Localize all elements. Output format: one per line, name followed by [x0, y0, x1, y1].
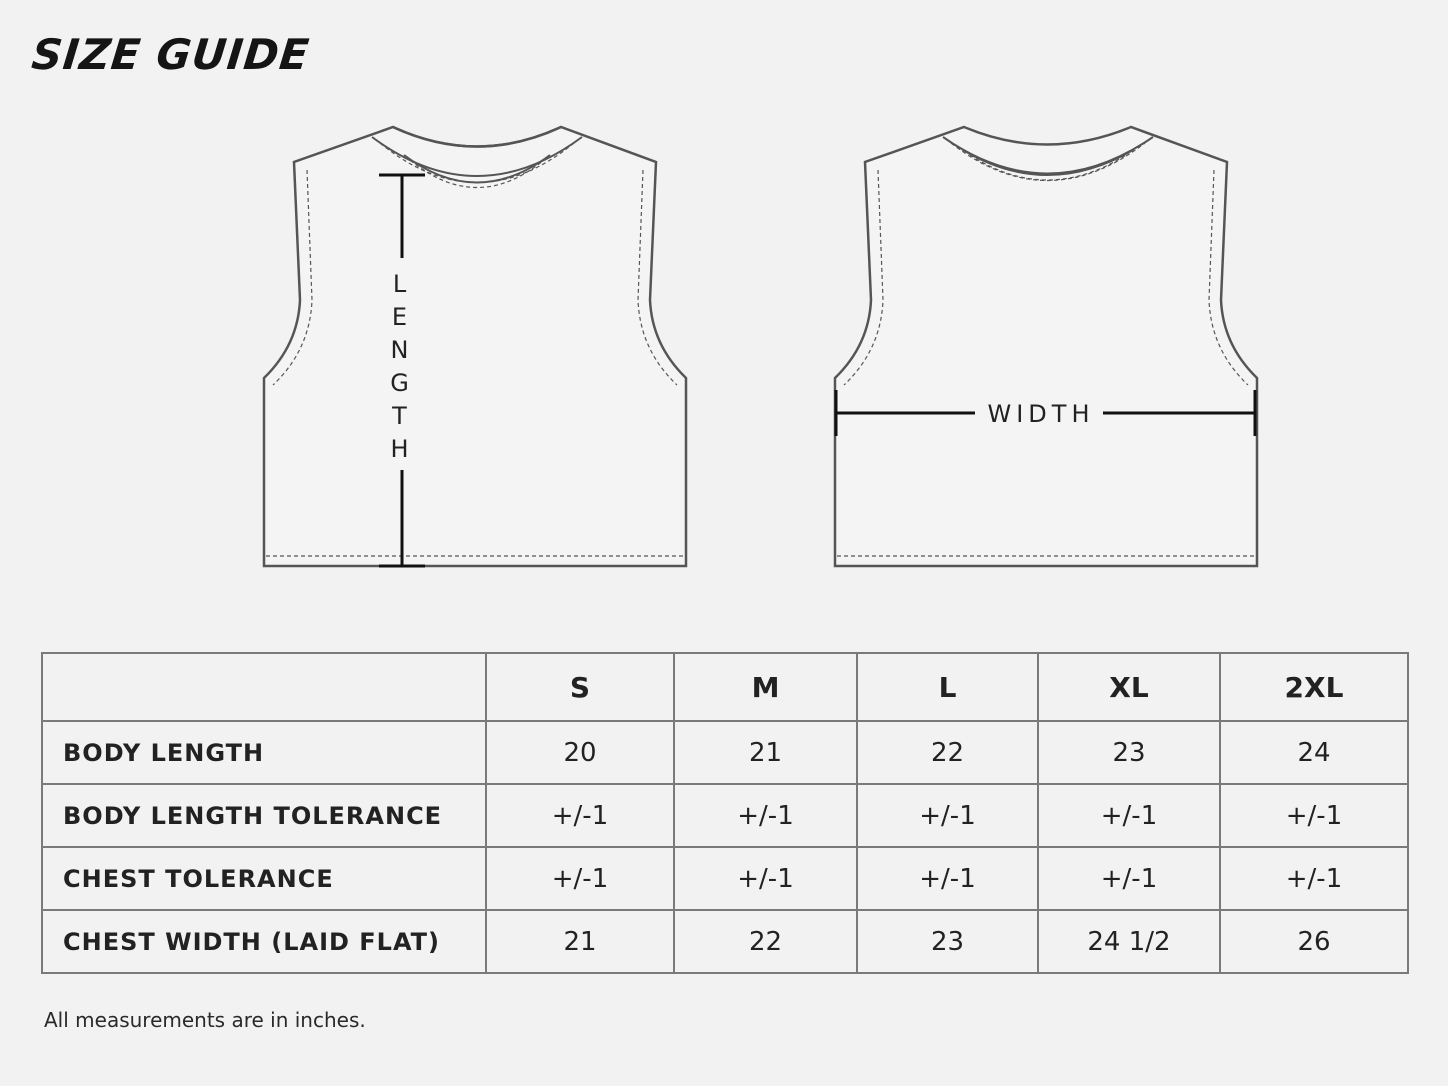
table-row	[42, 847, 1408, 910]
table-cell: 22	[857, 721, 1038, 784]
back-tank-drawing	[835, 127, 1257, 566]
table-header-size: L	[857, 653, 1038, 721]
table-cell: 22	[674, 910, 857, 973]
length-letter: E	[391, 303, 413, 331]
table-cell: +/-1	[486, 847, 674, 910]
table-row	[42, 784, 1408, 847]
length-letter: G	[390, 369, 414, 397]
table-cell: 20	[486, 721, 674, 784]
length-letter: L	[392, 270, 412, 298]
table-cell: +/-1	[857, 847, 1038, 910]
table-cell: +/-1	[1220, 847, 1408, 910]
table-cell: 24	[1220, 721, 1408, 784]
width-label: WIDTH	[987, 400, 1095, 428]
table-cell: 26	[1220, 910, 1408, 973]
size-table	[41, 652, 1409, 974]
table-header-size: XL	[1038, 653, 1220, 721]
table-cell: +/-1	[674, 847, 857, 910]
row-label: BODY LENGTH TOLERANCE	[42, 784, 486, 847]
table-header-row	[42, 653, 1408, 721]
row-label: BODY LENGTH	[42, 721, 486, 784]
table-cell: +/-1	[1038, 847, 1220, 910]
table-header-size: S	[486, 653, 674, 721]
length-letter: N	[390, 336, 414, 364]
table-cell: 21	[674, 721, 857, 784]
table-cell: +/-1	[674, 784, 857, 847]
footnote: All measurements are in inches.	[44, 1008, 366, 1032]
table-cell: +/-1	[857, 784, 1038, 847]
length-letter: T	[392, 402, 412, 430]
table-row	[42, 910, 1408, 973]
table-header-size: 2XL	[1220, 653, 1408, 721]
table-cell: 23	[857, 910, 1038, 973]
table-row	[42, 721, 1408, 784]
table-cell: +/-1	[486, 784, 674, 847]
front-tank-drawing	[264, 127, 686, 566]
table-cell: 21	[486, 910, 674, 973]
length-letter: H	[390, 435, 414, 463]
page-title: SIZE GUIDE	[29, 30, 312, 79]
row-label: CHEST TOLERANCE	[42, 847, 486, 910]
row-label: CHEST WIDTH (LAID FLAT)	[42, 910, 486, 973]
table-cell: 23	[1038, 721, 1220, 784]
table-header-blank	[42, 653, 486, 721]
table-cell: +/-1	[1038, 784, 1220, 847]
table-cell: 24 1/2	[1038, 910, 1220, 973]
table-header-size: M	[674, 653, 857, 721]
table-cell: +/-1	[1220, 784, 1408, 847]
